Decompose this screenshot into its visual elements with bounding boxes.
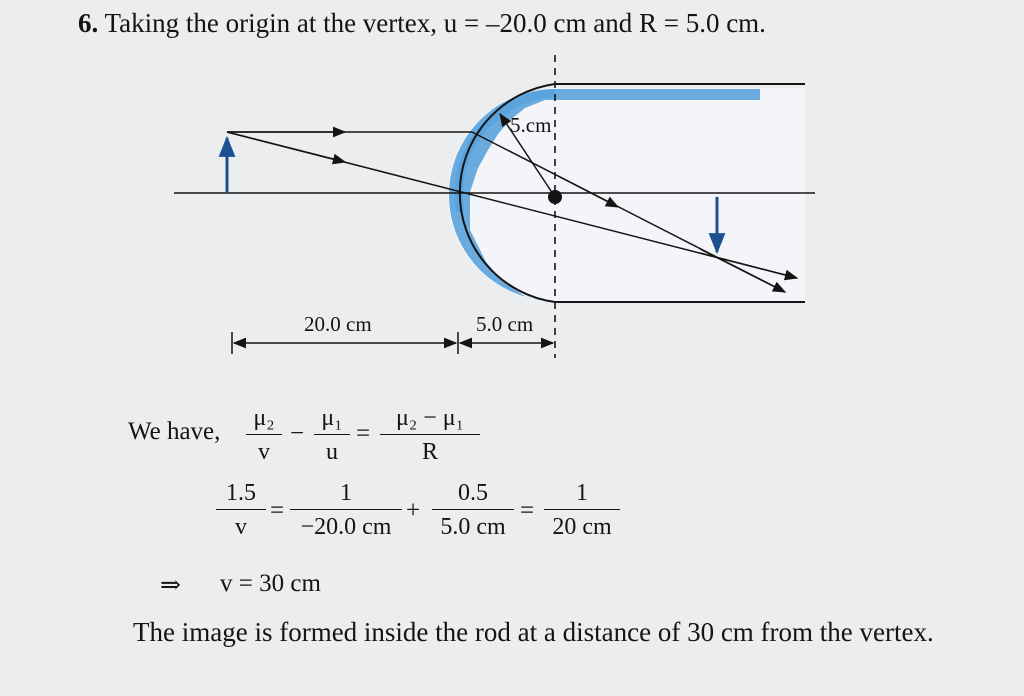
fraction-result: 1 20 cm (544, 480, 620, 541)
fraction-mu1-over-u: μ₁ u (314, 405, 350, 466)
equals-sign: = (356, 420, 371, 447)
fraction-mu2-over-v: μ₂ v (246, 405, 282, 466)
radius-label: 5.cm (510, 113, 552, 137)
fraction-object-term: 1 −20.0 cm (290, 480, 402, 541)
implies-arrow: ⇒ (160, 572, 181, 599)
plus-sign: + (406, 497, 421, 524)
object-distance-label: 20.0 cm (304, 312, 372, 336)
minus-sign: − (290, 420, 305, 447)
problem-number: 6. (78, 8, 99, 38)
fraction-surface-term: 0.5 5.0 cm (432, 480, 514, 541)
equals-sign: = (270, 497, 285, 524)
fraction-mu-difference-over-r: μ₂ − μ₁ R (380, 405, 480, 466)
radius-distance-label: 5.0 cm (476, 312, 534, 336)
result-value: v = 30 cm (220, 570, 321, 597)
conclusion-text: The image is formed inside the rod at a distance of 30 cm from the vertex. (133, 617, 934, 647)
fraction-lhs: 1.5 v (216, 480, 266, 541)
equation-lead: We have, (128, 418, 221, 445)
problem-text: Taking the origin at the vertex, u = –20.0 cm and R = 5.0 cm. (104, 8, 766, 38)
equals-sign: = (520, 497, 535, 524)
